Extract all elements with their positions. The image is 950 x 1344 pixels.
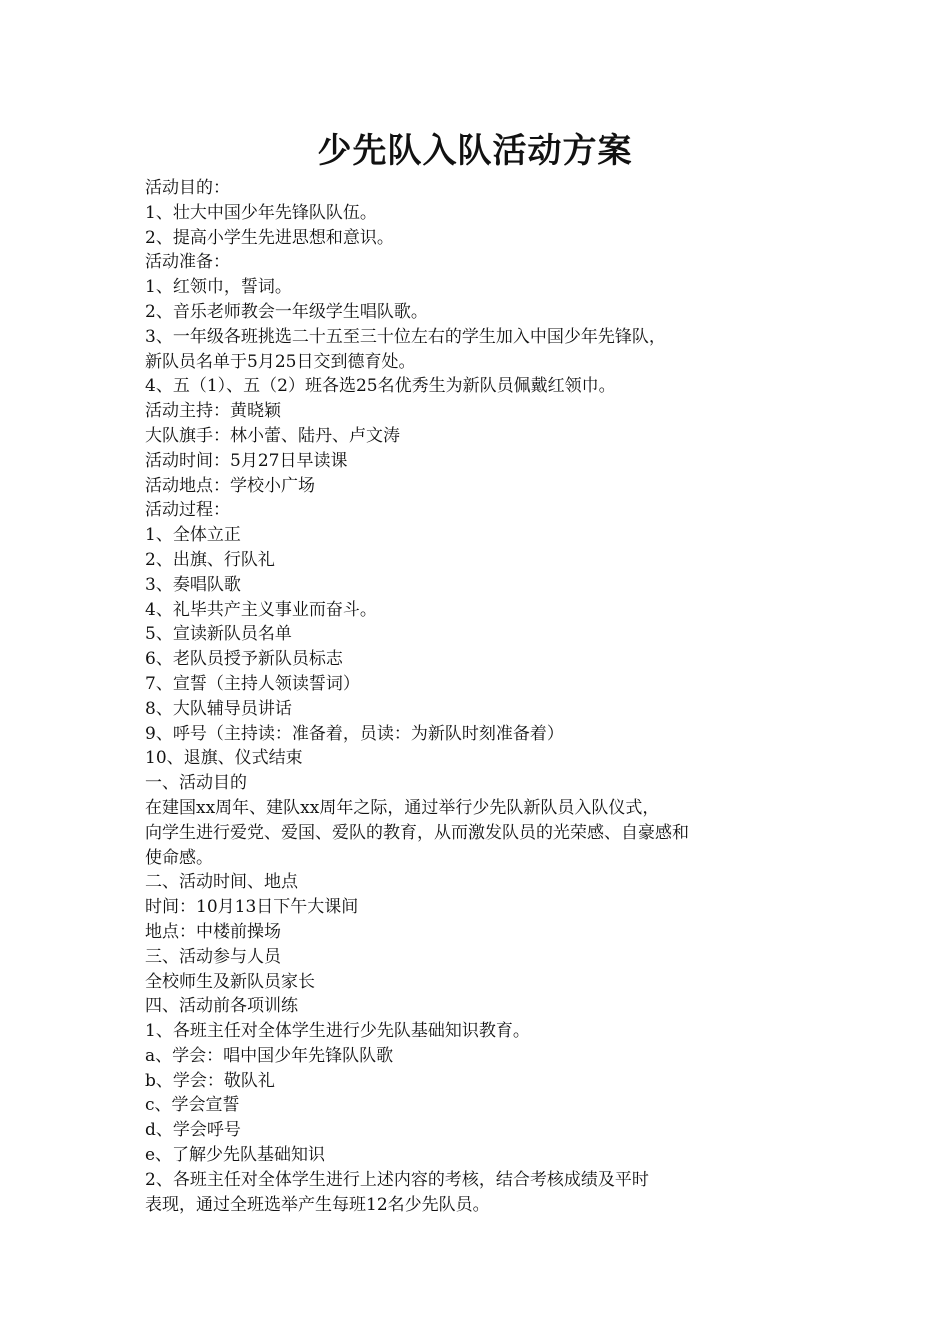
text-line: 三、活动参与人员: [145, 946, 281, 967]
text-line: 活动主持：黄晓颖: [145, 401, 281, 422]
text-line: 4、五（1）、五（2）班各选25名优秀生为新队员佩戴红领巾。: [145, 376, 616, 397]
text-line: 3、一年级各班挑选二十五至三十位左右的学生加入中国少年先锋队，: [145, 326, 666, 347]
text-line: 表现，通过全班选举产生每班12名少先队员。: [145, 1194, 490, 1215]
text-line: 8、大队辅导员讲话: [145, 698, 292, 719]
text-line: 3、奏唱队歌: [145, 574, 241, 595]
text-line: 一、活动目的: [145, 773, 247, 794]
text-line: c、学会宣誓: [145, 1095, 240, 1116]
text-line: 1、壮大中国少年先锋队队伍。: [145, 202, 377, 223]
text-line: 9、呼号（主持读：准备着，员读：为新队时刻准备着）: [145, 723, 564, 744]
text-line: 2、出旗、行队礼: [145, 549, 275, 570]
text-line: 1、全体立正: [145, 525, 241, 546]
text-line: 全校师生及新队员家长: [145, 971, 315, 992]
text-line: 6、老队员授予新队员标志: [145, 649, 343, 670]
text-line: b、学会：敬队礼: [145, 1070, 275, 1091]
text-line: d、学会呼号: [145, 1120, 241, 1141]
document-body: [145, 176, 805, 1217]
text-line: 活动目的：: [145, 178, 230, 198]
text-line: 活动地点：学校小广场: [145, 475, 315, 496]
text-line: 四、活动前各项训练: [145, 996, 298, 1017]
text-line: 活动时间：5月27日早读课: [145, 450, 348, 471]
document-title: 少先队入队活动方案: [317, 131, 633, 171]
text-line: 大队旗手：林小蕾、陆丹、卢文涛: [145, 425, 400, 446]
text-line: 7、宣誓（主持人领读誓词）: [145, 673, 360, 694]
text-line: 使命感。: [145, 847, 213, 868]
text-line: 活动准备：: [145, 252, 230, 273]
text-line: 2、音乐老师教会一年级学生唱队歌。: [145, 301, 428, 322]
text-line: 二、活动时间、地点: [145, 872, 298, 893]
text-line: 4、礼毕共产主义事业而奋斗。: [145, 599, 377, 620]
text-line: 活动过程：: [145, 500, 230, 521]
text-line: 2、提高小学生先进思想和意识。: [145, 227, 394, 248]
text-line: 地点：中楼前操场: [145, 921, 281, 942]
text-line: 1、各班主任对全体学生进行少先队基础知识教育。: [145, 1021, 530, 1042]
text-line: 时间：10月13日下午大课间: [145, 897, 359, 918]
text-line: 在建国xx周年、建队xx周年之际，通过举行少先队新队员入队仪式，: [145, 797, 660, 818]
text-line: 1、红领巾，誓词。: [145, 277, 292, 298]
text-line: 10、退旗、仪式结束: [145, 748, 303, 769]
text-line: 新队员名单于5月25日交到德育处。: [145, 351, 416, 372]
text-line: 5、宣读新队员名单: [145, 624, 292, 645]
text-line: e、了解少先队基础知识: [145, 1145, 326, 1166]
text-line: 2、各班主任对全体学生进行上述内容的考核，结合考核成绩及平时: [145, 1169, 649, 1190]
text-line: a、学会：唱中国少年先锋队队歌: [145, 1045, 394, 1066]
text-line: 向学生进行爱党、爱国、爱队的教育，从而激发队员的光荣感、自豪感和: [145, 822, 689, 843]
